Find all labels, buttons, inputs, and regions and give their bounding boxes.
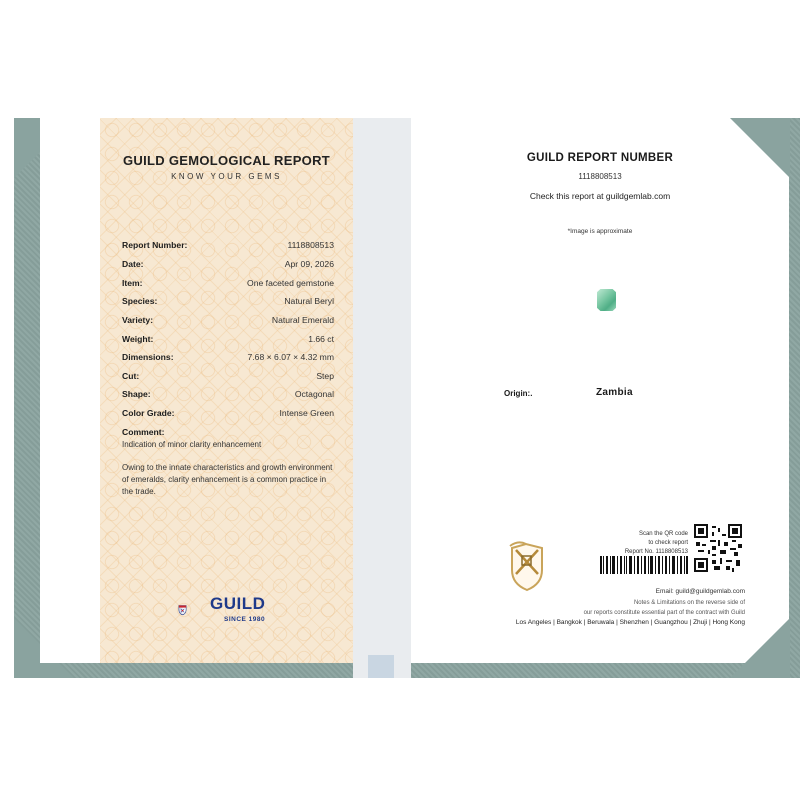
field-label: Variety: [122, 315, 154, 325]
field-row-variety [122, 315, 334, 329]
field-row-item [122, 278, 334, 292]
folder-spine [353, 118, 411, 678]
field-value: Apr 09, 2026 [284, 259, 334, 269]
origin-label: Origin:. [504, 389, 533, 398]
field-row-weight [122, 334, 334, 348]
guild-logo-since: SINCE 1980 [224, 616, 266, 623]
report-number-heading: GUILD REPORT NUMBER [526, 152, 674, 164]
field-row-date [122, 259, 334, 273]
field-row-species [122, 296, 334, 310]
field-label: Report Number: [122, 240, 188, 250]
field-value: Natural Beryl [284, 296, 334, 306]
barcode-icon [600, 556, 688, 574]
scan-line-2: to check report [648, 540, 688, 546]
field-row-shape [122, 389, 334, 403]
field-label: Item: [122, 278, 143, 288]
check-report-text: Check this report at guildgemlab.com [529, 191, 671, 201]
field-label: Weight: [122, 334, 154, 344]
scan-line-1: Scan the QR code [638, 531, 688, 537]
field-row-dimensions [122, 352, 334, 366]
limitations-notes [411, 598, 745, 618]
guild-crest-icon [508, 540, 550, 592]
origin-value: Zambia [596, 387, 633, 398]
field-row-color-grade [122, 408, 334, 422]
notes-line-1: Notes & Limitations on the reverse side of [633, 600, 745, 606]
comment-label: Comment: [122, 427, 165, 437]
qr-code-icon[interactable] [694, 524, 742, 572]
image-approximate-note: *Image is approximate [567, 228, 633, 235]
field-label: Cut: [122, 371, 140, 381]
field-label: Dimensions: [122, 352, 174, 362]
field-row-report-number [122, 240, 334, 254]
field-label: Species: [122, 296, 158, 306]
field-label: Shape: [122, 389, 151, 399]
guild-logo-word: GUILD [210, 594, 266, 613]
comment-text: Indication of minor clarity enhancement [122, 440, 262, 449]
scan-instructions [600, 530, 688, 557]
notes-line-2: our reports constitute essential part of the contract with Guild [583, 610, 745, 616]
guild-shield-icon [178, 592, 208, 628]
field-row-cut [122, 371, 334, 385]
field-value: Octagonal [294, 389, 334, 399]
field-value: Step [316, 371, 334, 381]
scan-line-3: Report No. 1118808513 [624, 549, 688, 555]
report-number: 1118808513 [578, 172, 622, 181]
report-title: GUILD GEMOLOGICAL REPORT [122, 153, 331, 168]
corner-tab-top-right [730, 118, 790, 178]
contact-email: Email: guild@guildgemlab.com [655, 588, 745, 595]
corner-tab-bottom-right [730, 618, 790, 678]
report-tagline: KNOW YOUR GEMS [171, 172, 282, 181]
left-page-margin [40, 118, 100, 663]
lab-locations: Los Angeles | Bangkok | Beruwala | Shenzhen | Guangzhou | Zhuji | Hong Kong [515, 619, 745, 626]
field-value: 7.68 × 6.07 × 4.32 mm [247, 352, 334, 362]
enhancement-note: Owing to the innate characteristics and growth environment of emeralds, clarity enhancement is a common practice in the trade. [122, 463, 333, 496]
field-label: Date: [122, 259, 144, 269]
field-value: One faceted gemstone [247, 278, 334, 288]
field-value: Intense Green [279, 408, 334, 418]
emerald-gem-icon [597, 289, 616, 311]
field-label: Color Grade: [122, 408, 175, 418]
field-value: 1.66 ct [308, 334, 334, 344]
field-value: 1118808513 [287, 240, 334, 250]
spine-ribbon [368, 655, 394, 678]
field-value: Natural Emerald [271, 315, 334, 325]
